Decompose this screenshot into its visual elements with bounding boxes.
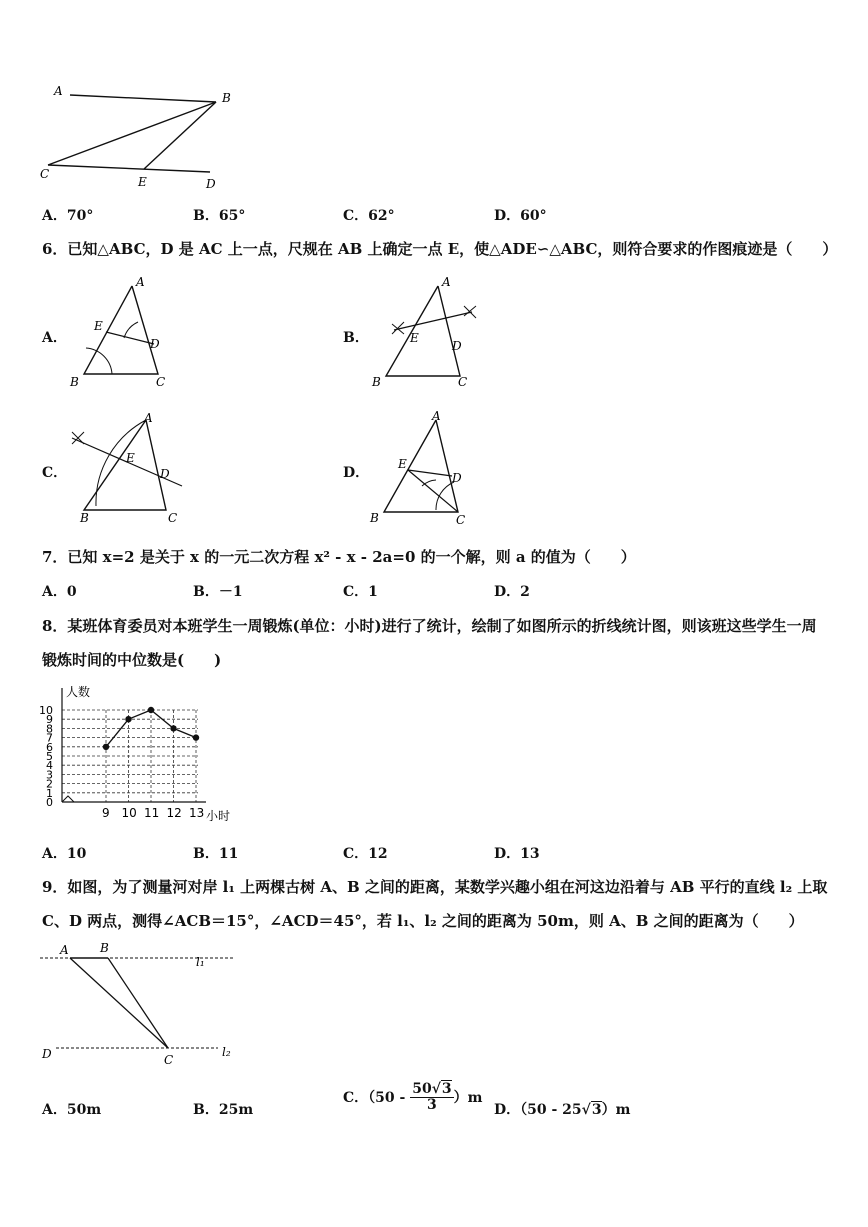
q9-option-d[interactable] xyxy=(494,1099,630,1119)
q6-figure-b xyxy=(366,274,496,392)
q9-label-c: C xyxy=(164,1053,174,1067)
option-letter: B． xyxy=(193,846,219,862)
q9-option-a[interactable] xyxy=(42,1099,101,1119)
q9-stem-line1: 9．如图，为了测量河对岸 l₁ 上两棵古树 A、B 之间的距离，某数学兴趣小组在河这边沿着与 AB 平行的直线 l₂ 上取 xyxy=(42,878,828,896)
option-letter: D． xyxy=(494,846,521,862)
q9-label-a: A xyxy=(60,943,69,957)
x-tick-label: 13 xyxy=(189,806,205,820)
y-tick-label: 10 xyxy=(39,704,53,717)
q8-option-d[interactable] xyxy=(494,843,540,863)
q9-label-d: D xyxy=(42,1047,52,1061)
option-text: 50m xyxy=(66,1102,102,1118)
q5-option-c[interactable] xyxy=(343,205,395,225)
q7-option-d[interactable] xyxy=(494,581,530,601)
option-text: 25m xyxy=(218,1102,254,1118)
q5-option-d[interactable] xyxy=(494,205,547,225)
y-tick-label: 4 xyxy=(46,759,53,773)
option-text: 62° xyxy=(368,208,395,224)
q6-option-b[interactable]: B． xyxy=(343,330,369,346)
option-letter: D． xyxy=(494,1102,521,1118)
q9-label-l1: l₁ xyxy=(196,955,205,969)
y-tick-label: 9 xyxy=(46,713,53,727)
x-tick-label: 11 xyxy=(144,806,160,820)
q6c-label-d: D xyxy=(160,467,170,481)
q5-option-a[interactable] xyxy=(42,205,93,225)
option-text: 12 xyxy=(368,846,388,862)
q6-figure-c xyxy=(66,410,196,528)
data-point xyxy=(103,744,109,750)
q6a-label-d: D xyxy=(150,337,160,351)
q6a-label-e: E xyxy=(94,319,103,333)
radicand: 3 xyxy=(441,1081,452,1097)
q6d-label-e: E xyxy=(398,457,407,471)
option-letter: C． xyxy=(343,1089,369,1106)
q7-option-a[interactable] xyxy=(42,581,77,601)
option-letter: A． xyxy=(42,208,67,224)
y-tick-label: 8 xyxy=(46,722,53,736)
q6-stem: 6．已知△ABC，D 是 AC 上一点，尺规在 AB 上确定一点 E，使△ADE∽△ABC，则符合要求的作图痕迹是（ ） xyxy=(42,240,838,258)
q6-option-a[interactable]: A． xyxy=(42,330,67,346)
q5-label-c: C xyxy=(40,167,50,181)
chart-ylabel: 人数 xyxy=(66,685,91,699)
option-letter: B． xyxy=(193,1102,219,1118)
q6a-label-b: B xyxy=(70,375,79,389)
q9-stem-line2: C、D 两点，测得∠ACB＝15°，∠ACD＝45°，若 l₁、l₂ 之间的距离为 50m，则 A、B 之间的距离为（ ） xyxy=(42,912,804,930)
option-text: 10 xyxy=(66,846,87,862)
q8-option-b[interactable] xyxy=(193,843,238,863)
q9-label-b: B xyxy=(100,941,109,955)
q6b-label-c: C xyxy=(458,375,468,389)
q6d-label-d: D xyxy=(452,471,462,485)
q6b-label-a: A xyxy=(442,275,451,289)
q7-option-c[interactable] xyxy=(343,581,378,601)
y-tick-label: 5 xyxy=(46,750,53,763)
radicand: 3 xyxy=(591,1102,602,1118)
option-text: 65° xyxy=(218,208,246,224)
option-letter: A． xyxy=(42,584,67,600)
option-letter: D． xyxy=(494,584,521,600)
q7-stem: 7．已知 x=2 是关于 x 的一元二次方程 x² - x - 2a=0 的一个解，则 a 的值为（ ） xyxy=(42,548,636,566)
option-text: 11 xyxy=(218,846,239,862)
fraction-coefficient: 50 xyxy=(412,1081,432,1097)
chart-axes xyxy=(39,688,206,820)
option-text: 1 xyxy=(368,584,378,600)
q8-stem-line1: 8．某班体育委员对本班学生一周锻炼(单位：小时)进行了统计，绘制了如图所示的折线统计图，则该班这些学生一周 xyxy=(42,617,817,635)
q6d-label-b: B xyxy=(370,511,379,525)
sqrt-icon: √ xyxy=(581,1102,591,1118)
q6a-label-a: A xyxy=(136,275,145,289)
option-letter: A． xyxy=(42,846,67,862)
x-tick-label: 12 xyxy=(166,806,182,820)
data-point xyxy=(125,716,131,722)
y-tick-label: 0 xyxy=(46,796,53,809)
q6-option-c[interactable]: C． xyxy=(42,465,68,481)
q5-option-b[interactable] xyxy=(193,205,245,225)
q5-label-a: A xyxy=(54,84,63,98)
q6-option-d[interactable]: D． xyxy=(343,465,370,481)
data-point xyxy=(148,707,154,713)
q6c-label-e: E xyxy=(126,451,135,465)
option-letter: D． xyxy=(494,208,521,224)
option-letter: B． xyxy=(193,584,219,600)
q6b-label-d: D xyxy=(452,339,462,353)
q6-figure-d xyxy=(366,410,496,528)
data-point xyxy=(193,734,199,740)
q8-option-c[interactable] xyxy=(343,843,388,863)
q9-figure xyxy=(38,938,248,1070)
q6c-label-c: C xyxy=(168,511,178,525)
q8-stem-line2: 锻炼时间的中位数是( ) xyxy=(42,651,222,669)
option-text: 70° xyxy=(66,208,94,224)
q6c-label-a: A xyxy=(144,411,153,425)
q8-option-a[interactable] xyxy=(42,843,86,863)
option-letter: B． xyxy=(193,208,219,224)
q5-label-b: B xyxy=(222,91,231,105)
chart-xlabel: 小时 xyxy=(206,809,231,823)
q5-label-e: E xyxy=(138,175,147,189)
q6b-label-b: B xyxy=(372,375,381,389)
q5-figure xyxy=(38,80,248,195)
fraction xyxy=(410,1082,453,1114)
option-prefix: （50 - 25 xyxy=(520,1102,582,1118)
option-prefix: （50 - xyxy=(368,1089,411,1106)
data-point xyxy=(170,725,176,731)
y-tick-label: 3 xyxy=(46,768,53,782)
y-tick-label: 1 xyxy=(46,786,53,800)
y-tick-label: 7 xyxy=(46,731,53,745)
option-letter: C． xyxy=(343,208,369,224)
option-text: 0 xyxy=(66,584,77,600)
y-tick-label: 6 xyxy=(46,740,53,754)
fraction-denominator: 3 xyxy=(427,1097,437,1114)
chart-grid xyxy=(62,710,198,802)
option-letter: C． xyxy=(343,584,369,600)
sqrt-icon: √ xyxy=(431,1081,441,1097)
y-tick-label: 2 xyxy=(46,777,53,791)
option-suffix: ）m xyxy=(601,1102,631,1118)
option-text: 13 xyxy=(520,846,540,862)
x-tick-label: 9 xyxy=(102,806,110,820)
q6b-label-e: E xyxy=(410,331,419,345)
x-tick-label: 10 xyxy=(121,806,137,820)
q8-line-chart xyxy=(36,680,246,830)
option-text: 60° xyxy=(520,208,547,224)
q9-option-b[interactable] xyxy=(193,1099,253,1119)
q9-label-l2: l₂ xyxy=(222,1045,231,1059)
option-suffix: ）m xyxy=(453,1089,483,1106)
q6c-label-b: B xyxy=(80,511,89,525)
option-text: －1 xyxy=(218,584,243,600)
option-letter: A． xyxy=(42,1102,67,1118)
q6d-label-c: C xyxy=(456,513,466,527)
q6a-label-c: C xyxy=(156,375,166,389)
q5-label-d: D xyxy=(206,177,216,191)
q6-figure-a xyxy=(66,274,186,392)
axis-break xyxy=(62,796,74,802)
option-letter: C． xyxy=(343,846,369,862)
option-text: 2 xyxy=(520,584,530,600)
q9-option-c[interactable] xyxy=(343,1082,482,1114)
q6d-label-a: A xyxy=(432,409,441,423)
q7-option-b[interactable] xyxy=(193,581,243,601)
